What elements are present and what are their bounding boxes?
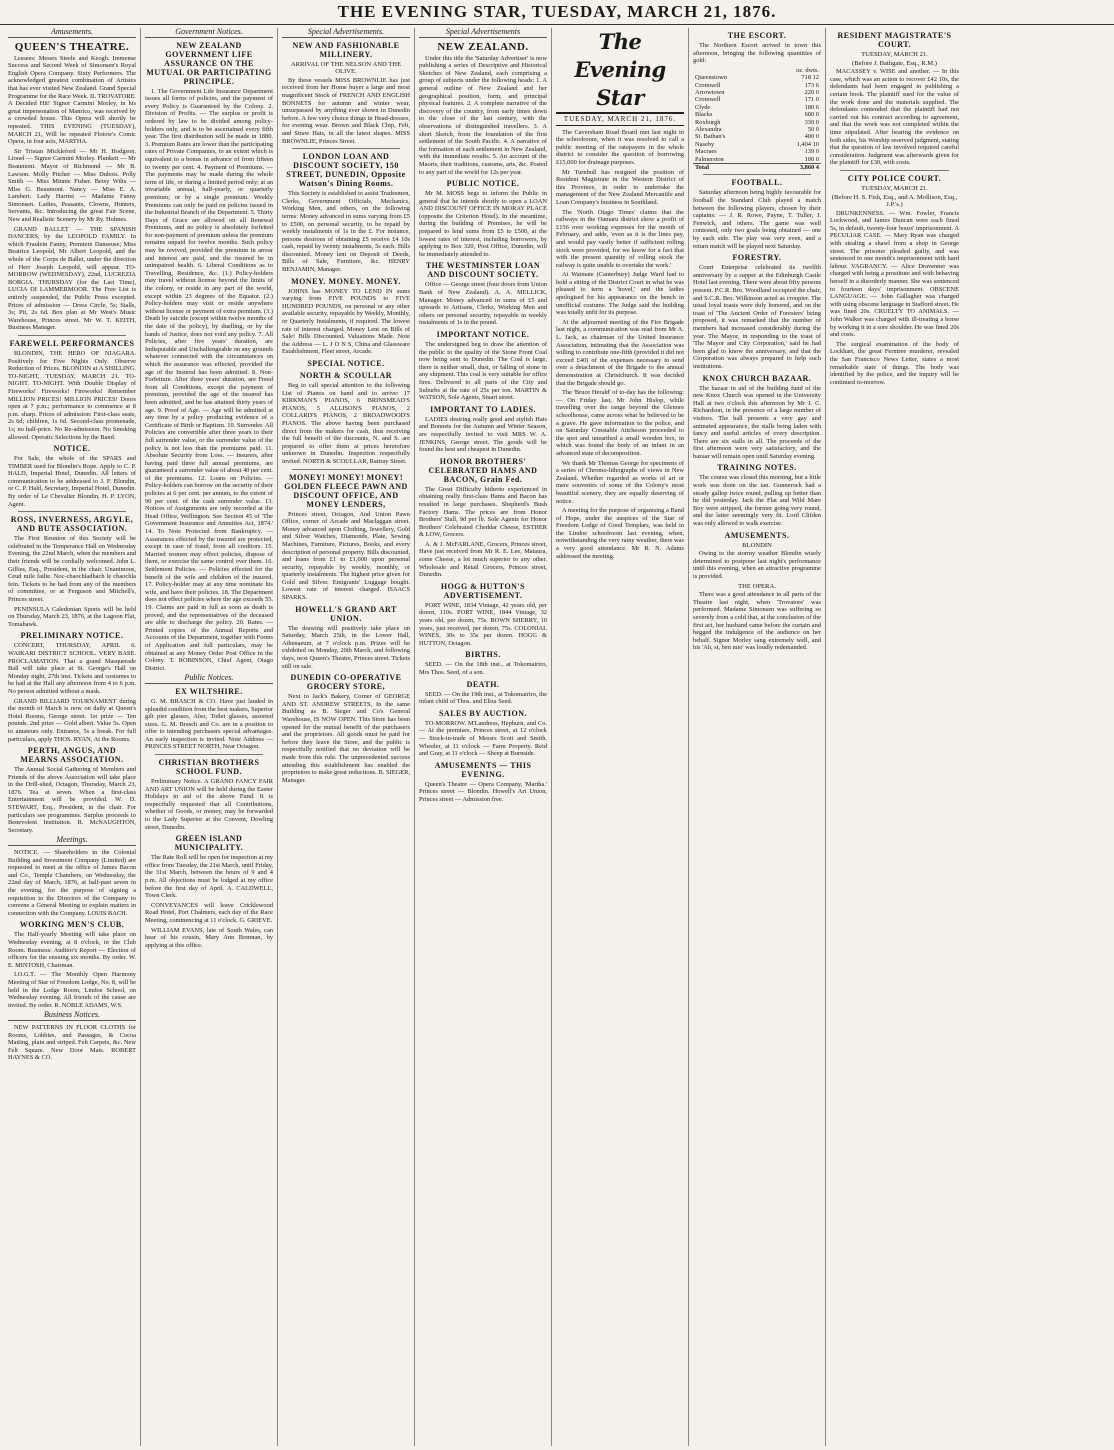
ad-title: EX WILTSHIRE. <box>175 686 243 696</box>
ad-body: GRAND BILLIARD TOURNAMENT during the month of March is now on daily at Queen's Hotel Rooms, George street. 1st prize — Ten pounds. 2nd prize — Gold albert. Value 5s. Open to amateurs only. Entrance, 5s a break. For full particulars, apply THOS. RYAN, At the Rooms. <box>8 697 136 743</box>
news-paragraph: The bazaar in aid of the building fund of the new Knox Church was opened in the University Hall at two o'clock this afternoon by Mr J. C. Richardson, in the presence of a large number of visitors. The hall presents a very gay and animated appearance, the stalls being laden with fancy and useful articles of every description. There are six stalls in all. The proceeds of the first afternoon were very satisfactory, and the bazaar will remain open until Saturday evening. <box>693 384 821 460</box>
news-paragraph: DRUNKENNESS. — Wm. Fowler, Francis Lockwood, and James Duncan were each fined 5s, in default, twenty-four hours' imprisonment. A PECULIAR CASE. — Mary Ryan was charged with stealing a shawl from a shop in George street. The prisoner pleaded guilty, and was sentenced to one month's imprisonment with hard labour. VAGRANCY. — Alice Dravenner was charged with being a prostitute and with behaving herself in a disorderly manner. She was sentenced to fourteen days' imprisonment. OBSCENE LANGUAGE. — John Gallagher was charged with using obscene language in Stafford street. He was fined 20s. CRUELTY TO ANIMALS. — John Walker was charged with ill-treating a horse by working it in a sore shoulder. He was fined 20s and costs. <box>830 209 959 339</box>
table-row <box>693 141 821 148</box>
table-row <box>693 119 821 126</box>
place-cell: Alexandra <box>695 126 722 134</box>
column-1 <box>4 28 141 1446</box>
total-label: Total <box>693 164 766 172</box>
ad-body: PENINSULA Caledonian Sports will be held on Thursday, March 23, 1876, at the Lagoon Flat, Tomahawk. <box>8 605 136 628</box>
section-header: Meetings. <box>8 836 136 846</box>
article-title: THE ESCORT. <box>727 31 787 40</box>
ad-title: WORKING MEN'S CLUB. <box>19 920 125 930</box>
ad-body: The Annual Social Gathering of Members and Friends of the above Association will take place in the Drill-shed, Octagon, Thursday, March 23, 1876. Tea at seven. When a first-class Entertainment will be provided. W. D. STEWART, Esq., President, in the chair. For particulars see programmes. Surplus proceeds to Benevolent Institution. R. McNAUGHTON, Secretary. <box>8 766 136 834</box>
ad-title: PRELIMINARY NOTICE. <box>20 631 124 641</box>
news-paragraph: The 'North Otago Times' claims that the railways in the Oamaru district show a profit of £156 over working expenses for the month of February, and adds, 'even as it is the lines pay, and would pay vastly better if sufficient rolling stock were provided, for we know for a fact that with the present quantity of rolling stock the railway is quite unable to overtake the work.' <box>556 208 684 269</box>
news-paragraph: At the adjourned meeting of the Fire Brigade last night, a communication was read from Mr A. L. Jack, as chairman of the United Insurance Association, intimating that the Association was willing to contribute one-fifth (provided it did not exceed £40) of the expenses necessary to send over a detachment of the Brigade to the annual demonstration at Christchurch. It was decided that the Brigade should go. <box>556 318 684 387</box>
article-subtitle: BLONDIN <box>742 541 772 549</box>
divider <box>703 174 811 175</box>
ad-body: NEW PATTERNS IN FLOOR CLOTHS for Rooms, Lobbies, and Passages, & Cocoa Matting, plain and striped. Felt Carpets, &c. New Felt Square. New Door Mats. ROBERT HAYNES & CO. <box>8 1023 136 1062</box>
ad-title: NEW ZEALAND GOVERNMENT LIFE ASSURANCE ON THE MUTUAL OR PARTICIPATING PRINCIPLE. <box>146 40 272 86</box>
amount-cell: 600 0 <box>804 111 819 119</box>
court-bench: (Before H. S. Fish, Esq., and A. Mollison, Esq., J.P.'s.) <box>831 193 958 209</box>
ad-body: Princes street, Octagon, And Union Pawn Office, corner of Arcade and Maclaggan street. Money advanced upon Clothing, Jewellery, Gold and Silver Watches, Diamonds, Plate, Sewing Machines, Furniture, Pictures, Books, and every description of personal property. Bills discounted, and loans from £1 to £1,000 upon personal security, repayable by weekly, monthly, or quarterly instalments. The highest price given for Gold and Silver. Emigrants' Luggage bought. Lowest rate of interest charged. ISAACS SPARKS. <box>282 510 410 602</box>
amount-cell: 171 0 <box>804 96 819 104</box>
dateline: TUESDAY, MARCH 21, 1876. <box>556 116 684 126</box>
ad-body: LADIES desiring really good and stylish Hats and Bonnets for the Autumn and Winter Season, are respectfully invited to visit MRS W. A. JENKINS, George street. The goods will be found the best and cheapest in Dunedin. <box>419 415 547 454</box>
column-7 <box>826 28 963 1446</box>
section-header: Government Notices. <box>145 28 273 38</box>
amount-cell: 180 6 <box>804 103 819 111</box>
article-subtitle: THE OPERA. <box>738 582 776 590</box>
ad-subtitle: ARRIVAL OF THE NELSON AND THE OLIVE. <box>290 60 402 76</box>
news-paragraph: The 'Bruce Herald' of to-day has the following: — On Friday last, Mr John Hislop, while travelling over the range beyond the Glenore schoolhouse, came across what he believed to be a grave. He gave information to the police, and on Saturday Constable Aitcheson proceeded to the spot and unearthed a small wooden box, in which was found the body of an infant in an advanced state of decomposition. <box>556 389 684 457</box>
ad-body: SEED. — On the 19th inst., at Tokomairiro, the infant child of Thos. and Eliza Seed. <box>419 690 547 706</box>
ad-title: CHRISTIAN BROTHERS SCHOOL FUND. <box>158 758 260 777</box>
ad-body: CONVEYANCES will leave Cricklewood Road Hotel, Port Chalmers, each day of the Race Meeting, commencing at 11 o'clock. G. GRIEVE. <box>145 901 273 924</box>
ad-body: NOTICE. — Shareholders in the Colonial Building and Investment Company (Limited) are requested to meet at the office of James Bacon and Co., Temple Chambers, on Wednesday, the 22nd day of March, 1876, at half-past seven in the evening, for the purpose of signing a requisition to the Directors of the Company to convene a General Meeting to explain matters in connection with the Company. LOUIS BACH. <box>8 849 136 917</box>
ad-body: This Society is established to assist Tradesmen, Clerks, Government Officials, Mechanics, Working Men, and others, on the following terms: Money advanced in sums varying from £5 to £500, on personal security, to be repaid by weekly instalments of 1s in the £. For instance, persons desirous of obtaining £5 receive £4 10s cash, repaid by twenty instalments, 5s each. Bills discounted. Money lent on Deposit of Deeds, Bills of Sale, Furniture, &c. HENRY BENJAMIN, Manager. <box>282 190 410 274</box>
ad-body: JOHNS has MONEY TO LEND IN sums varying from FIVE POUNDS to FIVE HUNDRED POUNDS, on personal or any other available security, repayable by Weekly, Monthly, or Quarterly Instalments, if required. The lowest rate of interest charged. Money Lent on Bills of Sale! Bills Discounted. Valuations Made. Note the Address — L. J O N S, China and Glassware Establishment, Fleet street, Arcade. <box>282 287 410 356</box>
ad-title: IMPORTANT NOTICE. <box>436 330 530 339</box>
ad-title: GREEN ISLAND MUNICIPALITY. <box>174 834 244 853</box>
article-intro: The Northern Escort arrived in town this afternoon, bringing the following quantities of gold: <box>693 42 821 65</box>
place-cell: Cromwell <box>695 96 721 104</box>
divider <box>18 335 126 336</box>
article-title: RESIDENT MAGISTRATE'S COURT. <box>837 31 952 49</box>
amount-cell: 400 0 <box>804 133 819 141</box>
ad-title: SPECIAL NOTICE. <box>307 359 385 368</box>
ad-body: SEED. — On the 18th inst., at Tokomairiro, Mrs Thos. Seed, of a son. <box>419 661 547 676</box>
court-date: TUESDAY, MARCH 21. <box>861 184 928 192</box>
news-paragraph: The course was closed this morning, but a little work was done on the tan. Gunnerock had a steady gallop twice round, pulling up better than he did yesterday. Jack the Flat and Wild Mare Boy were stripped, the former going very round, and the latter seemingly very fit. Lord Clifden was only allowed to walk exercise. <box>693 474 821 528</box>
article-title: FORESTRY. <box>732 253 782 263</box>
ad-body: Office — George street (four doors from Union Bank of New Zealand). A. A. MELLICK, Manager. Money advanced in sums of £5 and upwards to Artisans, Clerks, Working Men and others on personal security, repayable in weekly instalments of 1s in the pound. <box>419 281 547 327</box>
ad-title: NORTH & SCOULLAR <box>299 371 393 380</box>
escort-table <box>693 67 821 172</box>
newspaper-title: The Evening Star <box>556 28 684 114</box>
section-header: Amusements. <box>8 28 136 38</box>
ad-body: The First Reunion of this Society will be celebrated in the Temperance Hall on Wednesday Evening, the 22nd March, when the members and their friends will be cordially welcomed. John L. Gillies, Esq., President, in the chair. Unanimous, Ceud mile failte. Noc-chaochladhach le chaochla fein. Tickets to be had from any of the members of committee, or at Ferguson and Mitchell's, Princes street. <box>8 535 136 603</box>
amount-cell: 173 6 <box>804 81 819 89</box>
court-bench: (Before J. Bathgate, Esq., R.M.) <box>852 59 937 67</box>
ad-title: BIRTHS. <box>465 650 501 660</box>
ad-title: AMUSEMENTS — THIS EVENING. <box>434 760 532 779</box>
column-2 <box>141 28 278 1446</box>
section-header: Business Notices. <box>8 1011 136 1021</box>
columns <box>4 28 1110 1446</box>
divider <box>292 148 400 149</box>
ad-body: I.O.G.T. — The Monthly Open Harmony Meeting of Star of Freedom Lodge, No. 8, will be held in the Lodge Room, Lindoe School, on Wednesday evening. All friends of the cause are invited. By order. R. NOBLE ADAMS, W.S. <box>8 971 136 1009</box>
divider <box>18 511 126 512</box>
ad-title: PUBLIC NOTICE. <box>446 179 520 189</box>
ad-title: DUNEDIN CO-OPERATIVE GROCERY STORE, <box>290 673 402 692</box>
total-value: 3,860 4 <box>766 164 821 172</box>
news-paragraph: Saturday afternoon being highly favourable for football the Standard Club played a match between the following players, chosen by their captains: — J. R. Rowe, Payne, T. Tuller, J. Fenwick, and others. The game was well contested, only two goals being obtained — one by each side. The play was very even, and a return match will be played next Saturday. <box>693 189 821 250</box>
place-cell: Blacks <box>695 111 713 119</box>
ad-title: LONDON LOAN AND DISCOUNT SOCIETY, 150 STREET, DUNEDIN, Opposite Watson's Dining Rooms. <box>286 152 406 189</box>
ad-body: Lessees: Messrs Steele and Keogh. Immense Success and Second Week of Simonsen's Royal English Opera Company. Sixty Performers. The acknowledged greatest combination of Artistes that has ever visited New Zealand. Grand Special Programme for the Race Week. IL TROVATORE. A Decided Hit! Signor Carmini Morley, in his great impersonation of Manrico, was received by a crowded house. This Opera will shortly be repeated. THIS EVENING (TUESDAY), MARCH 21, Will be repeated Flotow's Comic Opera, in four acts, MARTHA. <box>8 54 136 146</box>
section-header: Special Advertisements. <box>282 28 410 38</box>
court-date: TUESDAY, MARCH 21. <box>861 51 928 58</box>
ad-title: NEW ZEALAND. <box>437 40 529 53</box>
table-row <box>693 133 821 140</box>
section-header: Special Advertisements <box>419 28 547 38</box>
ad-title: QUEEN'S THEATRE. <box>14 40 130 53</box>
article-title: CITY POLICE COURT. <box>847 173 942 183</box>
ad-body: G. M. BRASCH & CO. Have just landed in splendid condition from the best makers, Superior gilt pier glasses, Also, Toilet glasses, assorted sizes. G. M. Brasch and Co. are in a position to offer to intending purchasers special advantages. An early inspection is invited. Note Address — PRINCES STREET NORTH, Near Octagon. <box>145 697 273 751</box>
ad-body: Preliminary Notice. A GRAND FANCY FAIR AND ART UNION will be held during the Easter Holidays in aid of the above Fund. It is respectfully requested that all Contributions, whether of Goods, or money, may be forwarded to the Lady Superior at the Convent, Dowling street, Dunedin. <box>145 778 273 831</box>
article-title: AMUSEMENTS. <box>724 530 790 540</box>
ad-body: The undersigned beg to draw the attention of the public to the quality of the Stone Front Coal now being sent to Dunedin. The Coal is large, there is neither small, dust, or falling of stone in any shipment. This coal is very suitable for office fires. Delivered to all parts of the City and Suburbs at the rate of 25s per ton. MARTIN & WATSON, Sole Agents, Stuart street. <box>419 341 547 402</box>
divider <box>292 469 400 470</box>
place-cell: Queenstown <box>695 74 727 82</box>
table-row <box>693 96 821 103</box>
ad-title: PERTH, ANGUS, AND MEARNS ASSOCIATION. <box>20 746 124 765</box>
ad-title: ROSS, INVERNESS, ARGYLE, AND BUTE ASSOCIATION. <box>10 515 134 534</box>
article-title: TRAINING NOTES. <box>717 463 797 473</box>
news-paragraph: A meeting for the purpose of organising a Band of Hope, under the auspices of the Star of Freedom Lodge of Good Templars, was held in the Lindoe schoolroom last evening, when, notwithstanding the very rainy weather, there was a very good attendance. Mr R. N. Adams addressed the meeting. <box>556 507 684 560</box>
place-cell: Arrowtown <box>695 89 725 96</box>
article-title: KNOX CHURCH BAZAAR. <box>702 373 812 383</box>
ad-body: GRAND BALLET — THE SPANISH DANCERS, by the LEOPOLD FAMILY. In which Fraulein Fanny, Premiere Danseuse; Miss Beatrice Leopold, Mr Albert Leopold, and the whole of the Corps de Ballet, under the direction of Herr Joseph Leopold, will appear. TO-MORROW (WEDNESDAY), 22nd, LUCREZIA BORGIA. THURSDAY (for the Last Time), LUCIA DI LAMMERMOOR. The Free List is entirely suspended, the Public Press excepted. Prices of admission — Dress Circle, 5s; Stalls, 3s; Pit, 2s 6d. Box plan at Mr West's Music Warehouse, Princes street. Mr W. T. KEITH, Business Manager. <box>8 225 136 332</box>
amount-cell: 139 0 <box>804 148 819 156</box>
page-masthead: THE EVENING STAR, TUESDAY, MARCH 21, 1876. <box>0 0 1114 25</box>
news-paragraph: At Waimate (Canterbury) Judge Ward had to hold a sitting of the District Court in what he was pleased to term a 'hovel,' and the ladies apologised for his appearance on the bench in unofficial costume. The Judge said the building was totally unfit for its purpose. <box>556 271 684 317</box>
ad-body: WILLIAM EVANS, late of South Wales, can hear of his cousin, Mary Ann Brennan, by applying at this office. <box>145 926 273 949</box>
divider <box>155 754 263 755</box>
ad-body: 1. The Government Life Insurance Department issues all forms of policies, and the payment of every Policy is Guaranteed by the Colony. 2. Division of Profits. — The surplus or profit is ordered by law to be divided among policy-holders only, and is to be ascertained every fifth year. The first distribution will be made in 1880. 3. Premium Rates are lower than the participating rates of Private Companies, to an extent which is equivalent to a bonus in advance of from fifteen to twenty per cent. 4. Payment of Premiums. — The payments may be made during the whole term of life, or during a limited period only; at an invariable annual, half-yearly, or quarterly premium; or by a single premium. Weekly Premiums can only be paid on policies issued in the Industrial Branch of the Department. 5. Thirty Days of Grace are allowed on all Renewal Premiums, and no policy is absolutely forfeited for non-payment of premium unless the premium remains unpaid for twelve months. Such policy may be revived, provided the premium in arrear and interest are paid, and the insured be in unimpaired health. 6. Liberal Conditions as to Travelling, Residence, &c. (1.) Policy-holders may travel without license beyond the limits of the colony, or reside in any part of the world, except within 23 degrees of the Equator. (2.) Policy-holders may visit or reside anywhere without license or payment of extra premium. (3.) Death by suicide (except within twelve months of the date of the policy), by duelling, or by the hands of Justice, does not void any policy. 7. All Policies, after five years' duration, are Indisputable and Unchallengeable on any grounds whatever connected with the circumstances on which the assurance was effected, provided the age of the Insured has been admitted. 8. Non-Forfeiture. After three years' duration, are Freed from all Conditions, except the payment of premium, provided the age of the insured has been admitted, and he has attained thirty years of age. 9. Proof of Age. — Age will be admitted at any time by a policy producing evidence of a Certificate of Birth or Baptism. 10. Surrender. All Policies are convertible after three years to their full surrender value, or the surrender value of the policy is not less than the premiums paid. 11. Absolute Security from Loss. — Insurers, after having paid three full annual premiums, are guaranteed a surrender value of about 40 per cent. of the premiums. 12. Loans on Policies. — Policy-holders can borrow on the security of their policies at 6 per cent. per annum, to the extent of 90 per cent. of the cash surrender value. 13. Notices of Assignments are only recorded at the Head Office, Wellington. See Section 45 of 'The Government Insurance and Annuities Act, 1874.' 14. To Note Protected from Bankruptcy. — Assurances effected by the insured are protected, except in case of fraud, from all creditors. 15. Married women may effect policies, dispose of them, or exercise the same control over them. 16. Settlement Policies. — Policies effected for the benefit of the wife and children of the insured. 17. Policy-holder may at any time nominate his wife, and have their policies. 18. The Department does not effect policies where the age exceeds 55. 19. Claims are paid in full as soon as death is proved, and the representatives of the deceased are able to discharge the policy. 20. Rates. — Printed copies of the Annual Reports and Accounts of the Department, together with Forms of Application and full particulars, may be obtained at any Money Order Post Office in the Colony. T. ROBINSON, Chief Agent, Otago District. <box>145 87 273 672</box>
table-row <box>693 89 821 96</box>
ad-title: MONEY! MONEY! MONEY! GOLDEN FLEECE PAWN AND DISCOUNT OFFICE, AND MONEY LENDERS, <box>284 472 408 509</box>
ad-title: IMPORTANT TO LADIES. <box>430 404 536 414</box>
cast-list: Sir Tristan Mickleford — Mr H. Hodgson. Lionel — Signor Carmini Morley. Plunkett — Mr Beaumont. Mayor of Richmond — Mr B. Lawson. Molly Pitcher — Miss Dubois. Polly Smith — Miss Minnie Fisher. Betsy Wilts — Miss G. Beaumont. Nancy — Miss E. A. Lambert. Lady Harriet — Madame Fanny Simonsen. Ladies, Peasants, Clowns, Hunters, Servants, &c. Introducing the great Fair Scene, New and Realistic Scenery by Mr Ry. Holmes. <box>8 147 136 224</box>
ad-body: Next to Jack's Bakery, Corner of GEORGE AND ST. ANDREW STREETS, In the same Building as B. Sieger and Co's General Warehouse, IS NOW OPEN. This Store has been opened for the mutual benefit of the purchasers and the proprietors. All goods must be paid for before they leave the Store, and the public is respectfully notified that no deviation will be made from this rule. The unprecedented success attending this establishment has enabled the proprietors to make great reductions. B. SIEGER, Manager. <box>282 693 410 784</box>
column-3 <box>278 28 415 1446</box>
ad-title: MONEY. MONEY. MONEY. <box>291 276 401 286</box>
ad-body: The drawing will positively take place on Saturday, March 25th, in the Lower Hall, Athenaeum, at 7 o'clock p.m. Prizes will be exhibited on Monday, 20th March, and following days, next Queen's Theatre, Princes street. Tickets still on sale. <box>282 624 410 670</box>
news-paragraph: Owing to the stormy weather Blondin wisely determined to postpone last night's performance until this evening, when an attractive programme is provided. <box>693 550 821 580</box>
ad-body: The Great Difficulty hitherto experienced in obtaining really first-class Hams and Bacon has resulted in large purchases. Shepherd's Bush Factory Hams. The prices are from Honor Brothers' Stall, 9d per lb. Sole Agents for Honor Brothers' Celebrated Cheddar Cheese, ESTHER & LOW, Grocers. <box>419 485 547 539</box>
table-total-row <box>693 164 821 172</box>
place-cell: Clyde <box>695 103 711 111</box>
unit-header: oz. dwts. <box>796 66 819 74</box>
ad-title: HOGG & HUTTON'S ADVERTISEMENT. <box>440 581 526 600</box>
amount-cell: 100 0 <box>804 155 819 163</box>
ad-body: Beg to call special attention to the following List of Pianos on hand and to arrive: 17 KIRKMAN'S PIANOS, 6 BRINSMEAD'S PIANOS, 5 ALLISON'S PIANOS, 2 COLLARD'S PIANOS, 2 BROADWOOD'S PIANOS. The above having been purchased direct from the makers for cash, thus receiving the full benefit of the discounts, N. and S. are prepared to offer them at prices heretofore unknown in Dunedin. Inspection respectfully invited. NORTH & SCOULLAR, Rattray Street. <box>282 382 410 465</box>
ad-body: A. & J. McFARLANE, Grocers, Princes street, Have just received from Mr R. E. Lee, Mataura, some Cheese, a lot much superior to any other. Wholesale and Retail Grocers, Princes street, Dunedin. <box>419 540 547 579</box>
ad-title: FAREWELL PERFORMANCES <box>9 338 135 348</box>
ad-title: THE WESTMINSTER LOAN AND DISCOUNT SOCIETY. <box>425 261 541 280</box>
amount-cell: 220 0 <box>804 89 819 96</box>
column-4 <box>415 28 552 1446</box>
table-row <box>693 74 821 81</box>
amount-cell: 718 12 <box>801 74 819 82</box>
ad-body: The Rate Roll will be open for inspection at my office from Tuesday, the 21st March, until Friday, the 31st March, between the hours of 9 and 4 p.m. All objections must be lodged at my office before the first day of April. A. CALDWELL, Town Clerk. <box>145 854 273 900</box>
ad-body: CONCERT, THURSDAY, APRIL 6. WAIKARI DISTRICT SCHOOL. VERY BASE. PROCLAMATION. That a grand Masquerade Ball will take place at St. George's Hall on Monday night, 27th inst. Tickets and costumes to be had at the Hall any afternoon from 4 to 6 p.m. No person admitted without a mask. <box>8 642 136 695</box>
place-cell: St. Bathan's <box>695 133 726 141</box>
ad-body: TO-MORROW. M'Landress, Hepburn, and Co. — At the premises, Princes street, at 12 o'clock — Stock-in-trade of Messrs Scott and Smith. Wheeler, at 11 o'clock — Farm Property. Reid and Gray, at 11 o'clock — Sheep at Burnside. <box>419 719 547 758</box>
news-paragraph: There was a good attendance in all parts of the Theatre last night, when 'Trovatore' was performed. Madame Simonsen was suffering so severely from a cold that, at the conclusion of the first act, her husband came before the curtain and begged the indulgence of the audience on her behalf. Signor Morley sang extremely well, and his 'Ah, si, ben mio' was loudly redemanded. <box>693 591 821 652</box>
news-paragraph: Court Enterprise celebrated its twelfth anniversary by a supper at the Edinburgh Castle Hotel last evening. There were about fifty persons present. P.C.R. Bro. Woodland occupied the chair, and S.C.R. Bro. Wilkinson acted as croupier. The usual loyal toasts were duly honored, and on the toast of 'The Ancient Order of Foresters' being proposed, it was remarked that the number of members had increased considerably during the year. The Mayor, in responding to the toast of 'The Mayor and City Corporation,' said he had been glad to know the anniversary, and that the Corporation was always prepared to help such institutions. <box>693 264 822 370</box>
ad-body: The Half-yearly Meeting will take place on Wednesday evening, at 8 o'clock, in the Club Room. Business: Auditor's Report — Election of officers for the ensuing six months. By order. W. E. MINTOSH, Chairman. <box>8 931 136 969</box>
news-paragraph: MACASSEY v. WISE and another. — In this case, which was an action to recover £42 10s, the defendants had been engaged in publishing a certain book. The plaintiff sued for the value of the work done and the materials supplied. The defendants contended that the plaintiff had not carried out his contract according to agreement, and that the work was not completed within the time stipulated. After hearing the evidence on both sides, his Worship reserved judgment, stating that the question of law involved required careful consideration. Judgment was afterwards given for the plaintiff for £30, with costs. <box>830 68 959 167</box>
news-paragraph: We thank Mr Thomas George for specimens of a series of Chromo-lithographs of views in New Zealand. Whether regarded as works of art or mere souvenirs of some of the Colony's most beautiful scenery, they are equally deserving of notice. <box>556 459 684 505</box>
table-row <box>693 148 821 155</box>
table-header-row <box>693 67 821 74</box>
place-cell: Macraes <box>695 148 717 156</box>
amount-cell: 50 0 <box>807 126 819 134</box>
ad-title: NEW AND FASHIONABLE MILLINERY. <box>292 40 400 59</box>
ad-title: NOTICE. <box>53 444 91 454</box>
ad-title: DEATH. <box>466 679 500 689</box>
ad-title: SALES BY AUCTION. <box>438 708 527 718</box>
ad-title: HOWELL'S GRAND ART UNION. <box>295 604 397 623</box>
place-cell: Naseby <box>695 140 715 148</box>
table-row <box>693 111 821 118</box>
column-6 <box>689 28 826 1446</box>
table-row <box>693 156 821 164</box>
ad-body: PORT WINE, 1834 Vintage, 42 years old, per dozen, 110s. PORT WINE, 1844 Vintage, 32 years old, per dozen, 75s. BOWN SHERRY, 10 years, just received, per dozen, 75s. COLONIAL WINES, 30s to 35s per dozen. HOGG & HUTTON, Octagon. <box>419 601 547 647</box>
place-cell: Palmerston <box>695 155 724 163</box>
ad-body: By these vessels MISS BROWNLIE has just received from her Home buyer a large and most magnificent Stock of FRENCH AND ENGLISH BONNETS for autumn and winter wear, unsurpassed by anything ever shown in Dunedin before. A few very choice things in Head-dresses, for evening wear. Brown and Black Chip, Felt, and Straw Hats, in all the latest shapes. MISS BROWNLIE, Princes Street. <box>282 76 410 145</box>
table-row <box>693 82 821 89</box>
place-cell: Roxburgh <box>695 118 721 126</box>
article-title: FOOTBALL. <box>731 178 783 188</box>
ad-title: HONOR BROTHERS' CELEBRATED HAMS AND BACON, Grain Fed. <box>428 456 538 484</box>
news-paragraph: The surgical examination of the body of Lockhart, the great Ferntree murderer, revealed the San Francisco News Letter, states a most remarkable state of things. The body was identified by the police, and the inquiry will be continued to-morrow. <box>830 340 959 386</box>
news-paragraph: The Caversham Road Board met last night in the schoolroom, when it was resolved to call a public meeting of the ratepayers in the whole district to consider the question of borrowing £15,000 for drainage purposes. <box>556 128 684 166</box>
news-paragraph: Mr Turnbull has resigned the position of Resident Magistrate in the Western District of this Province, in order to undertake the management of the New Zealand Mercantile and Loan Company's business in Southland. <box>556 168 684 206</box>
divider <box>840 170 949 171</box>
ad-body: For Sale, the whole of the SPARS and TIMBER used for Blondin's Rope. Apply to C. P. HALD, Imperial Hotel, Dunedin. All letters of communication to be addressed to J. F. Blondin, or C. P. Hald, Secretary, Imperial Hotel, Dunedin. By order of Le Chevalier Blondin, H. P. LYON, Agent. <box>8 455 136 508</box>
section-header: Public Notices. <box>145 674 273 684</box>
ad-body: Queen's Theatre — Opera Company, 'Martha.' Princes street — Blondin. Howell's Art Union, Princes street — Admission free. <box>419 780 547 803</box>
table-row <box>693 126 821 133</box>
ad-body: Mr M. MOSS begs to inform the Public in general that he intends shortly to open a LOAN AND DISCOUNT OFFICE IN MORAY PLACE (opposite the Criterion Hotel). In the meantime, during the building of Premises, he will be prepared to lend sums from £5 to £500, at the lowest rates of interest, including borrowers, by applying to Box 320, Post Office, Dunedin, will be immediately attended to. <box>419 190 547 258</box>
column-5 <box>552 28 689 1446</box>
ad-body: Under this title the 'Saturday Advertiser' is now publishing a series of Descriptive and Historical Sketches of New Zealand, each comprising a group of subjects under the following heads: 1. A general outline of New Zealand and her geographical position, form, and principal physical features. 2. A complete narrative of the discovery of the country, from early times down to the close of the last century, with the observations of distinguished travellers. 3. A short Sketch, from the foundation of the first settlement of the South Pacific. 4. A narrative of the formation of each settlement in New Zealand, with the immediate results. 5. An account of the Maoris, their traditions, customs, arts, &c. Posted to any part of the world for 12s per year. <box>419 54 547 176</box>
table-row <box>693 104 821 111</box>
place-cell: Cromwell <box>695 81 721 89</box>
ad-body: BLONDIN, THE HERO OF NIAGARA. Positively for Five Nights Only. Observe Reduction of Prices. BLONDIN at A SHILLING. TO-NIGHT, TUESDAY, MARCH 21. TO-NIGHT. TO-NIGHT. With Double Display of Fireworks! Fireworks! Fireworks! Remember MILLION PRICES! MILLION PRICES! Doors open at 7 p.m.; performance to commence at 8 p.m. sharp. Prices of admission: First-class seats, 2s 6d; children, 1s 6d. Second-class promenade, 1s; no half-price. No Re-admission. No Smoking allowed. Operatic Selections by the Band. <box>8 349 136 441</box>
amount-cell: 330 0 <box>804 118 819 126</box>
amount-cell: 1,404 10 <box>796 140 819 148</box>
